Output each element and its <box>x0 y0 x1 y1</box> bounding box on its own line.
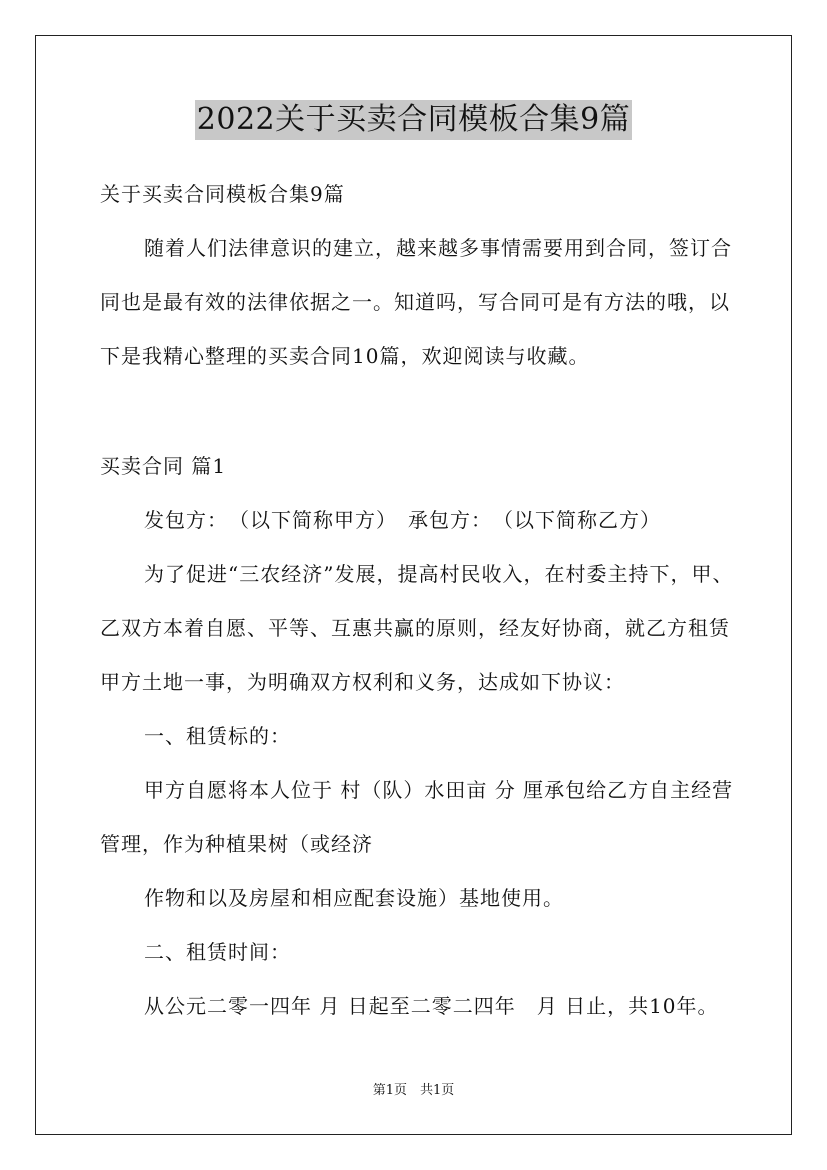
title-container <box>0 100 827 140</box>
clause2-heading: 二、租赁时间： <box>144 940 291 964</box>
parties-line: 发包方： （以下简称甲方） 承包方： （以下简称乙方） <box>144 508 661 532</box>
clause1-line-3: 作物和以及房屋和相应配套设施）基地使用。 <box>144 886 564 910</box>
clause1-line-1: 甲方自愿将本人位于 村（队）水田亩 分 厘承包给乙方自主经营 <box>144 778 734 802</box>
clause1-heading: 一、租赁标的： <box>144 724 291 748</box>
intro-line-1: 随着人们法律意识的建立，越来越多事情需要用到合同，签订合 <box>144 236 732 260</box>
document-subtitle: 关于买卖合同模板合集9篇 <box>100 182 345 206</box>
purpose-line-2: 乙双方本着自愿、平等、互惠共赢的原则，经友好协商，就乙方租赁 <box>100 616 730 640</box>
purpose-line-3: 甲方土地一事，为明确双方权利和义务，达成如下协议： <box>100 670 625 694</box>
clause2-line: 从公元二零一四年 月 日起至二零二四年 月 日止，共10年。 <box>144 994 719 1018</box>
purpose-line-1: 为了促进“三农经济”发展，提高村民收入，在村委主持下，甲、 <box>144 562 734 586</box>
intro-line-2: 同也是最有效的法律依据之一。知道吗，写合同可是有方法的哦，以 <box>100 290 730 314</box>
clause1-line-2: 管理，作为种植果树（或经济 <box>100 832 373 856</box>
page-footer: 第1页 共1页 <box>372 1083 455 1098</box>
document-title: 2022关于买卖合同模板合集9篇 <box>195 100 632 140</box>
section-heading: 买卖合同 篇1 <box>100 454 227 478</box>
intro-line-3: 下是我精心整理的买卖合同10篇，欢迎阅读与收藏。 <box>100 344 590 368</box>
